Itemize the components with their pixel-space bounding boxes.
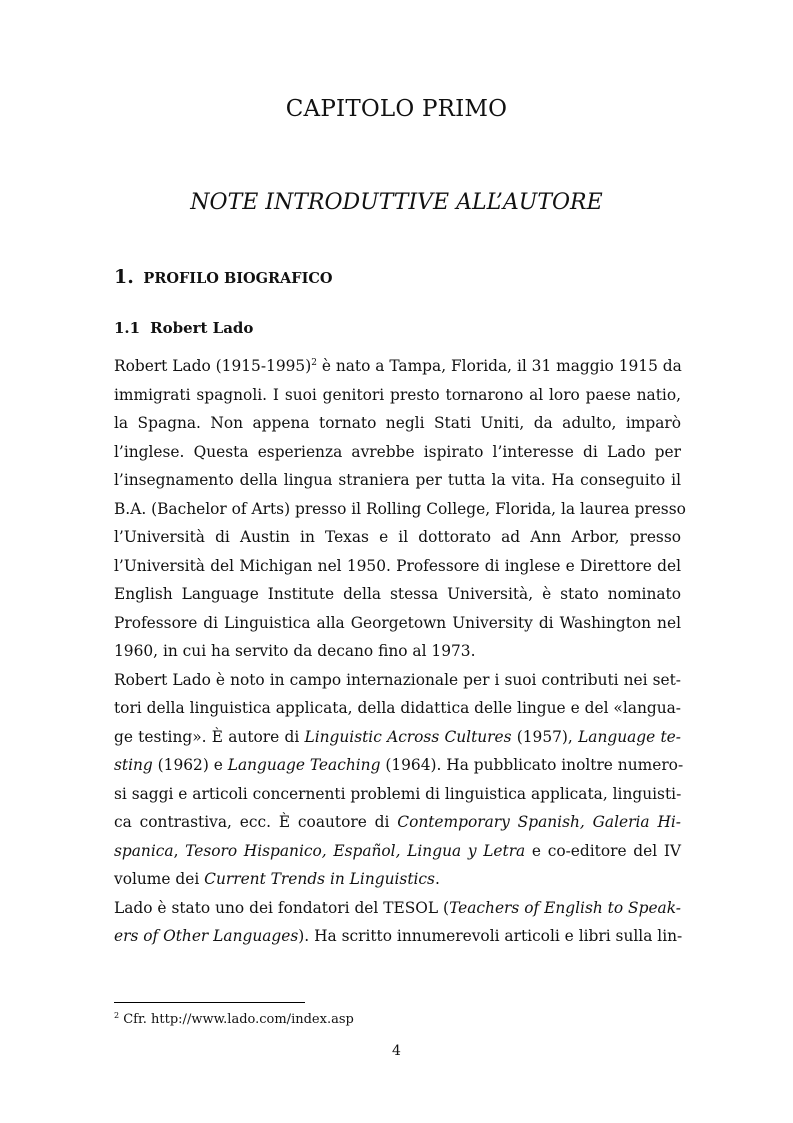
text-line: immigrati spagnoli. I suoi genitori presto tornarono al loro paese natio, [114, 385, 681, 404]
section-title: PROFILO BIOGRAFICO [143, 270, 333, 287]
book-title: Language Teaching [227, 756, 381, 774]
text-run: volume dei [114, 870, 205, 888]
text-run: è nato a Tampa, Florida, il 31 maggio 1915 da [316, 357, 682, 375]
book-title: Language te- [578, 727, 681, 746]
section-heading [114, 266, 333, 288]
chapter-subtitle: NOTE INTRODUTTIVE ALL’AUTORE [190, 190, 603, 215]
text-line: 1960, in cui ha servito da decano fino al 1973. [114, 642, 476, 660]
text-run: . [434, 870, 440, 888]
text-line [114, 837, 681, 866]
text-run: Lado è stato uno dei fondatori del TESOL ( [114, 898, 450, 917]
text-line: Professore di Linguistica alla Georgetown University di Washington nel [114, 613, 681, 632]
text-run: , [173, 841, 186, 860]
text-line [114, 922, 681, 951]
text-run: ). Ha scritto innumerevoli articoli e libri sulla lin- [298, 927, 683, 945]
chapter-title: CAPITOLO PRIMO [285, 96, 508, 122]
text-line [114, 865, 681, 894]
text-line [114, 894, 681, 923]
text-line: l’Università di Austin in Texas e il dottorato ad Ann Arbor, presso [114, 528, 681, 546]
subsection-heading [114, 319, 253, 337]
text-line: tori della linguistica applicata, della didattica delle lingue e del «langua- [114, 699, 681, 717]
book-title: Contemporary Spanish, Galeria Hi- [397, 813, 681, 831]
text-line [114, 723, 681, 752]
book-title: Tesoro Hispanico, Español, Lingua y Letra [185, 841, 526, 860]
footnote-divider [114, 1002, 305, 1003]
book-title: Linguistic Across Cultures [304, 727, 512, 746]
body-text [114, 352, 686, 951]
text-line: B.A. (Bachelor of Arts) presso il Rolling College, Florida, la laurea presso [114, 499, 686, 518]
page-number: 4 [392, 1043, 401, 1059]
text-run: (1962) e [152, 756, 228, 774]
text-run: (1957), [511, 727, 579, 746]
text-run: Robert Lado (1915-1995) [114, 357, 312, 375]
text-line: Robert Lado è noto in campo internazionale per i suoi contributi nei set- [114, 670, 681, 689]
text-line [114, 808, 681, 837]
text-line: la Spagna. Non appena tornato negli Stati Uniti, da adulto, imparò [114, 414, 681, 432]
text-line: si saggi e articoli concernenti problemi di linguistica applicata, linguisti- [114, 784, 682, 803]
text-line: English Language Institute della stessa Università, è stato nominato [114, 585, 681, 603]
organization-name: ers of Other Languages [114, 927, 299, 945]
book-title: Current Trends in Linguistics [204, 870, 435, 888]
text-run: ge testing». È autore di [114, 727, 305, 746]
text-run: (1964). Ha pubblicato inoltre numero- [380, 756, 684, 774]
organization-name: Teachers of English to Speak- [449, 898, 681, 917]
text-line: l’insegnamento della lingua straniera per tutta la vita. Ha conseguito il [114, 471, 681, 489]
text-run: e co-editore del IV [525, 841, 682, 860]
footnote-text: Cfr. http://www.lado.com/index.asp [119, 1012, 354, 1027]
text-line: l’inglese. Questa esperienza avrebbe ispirato l’interesse di Lado per [114, 442, 681, 461]
section-number: 1. [114, 266, 134, 288]
text-line [114, 352, 681, 381]
footnote [114, 1012, 354, 1027]
text-line: l’Università del Michigan nel 1950. Professore di inglese e Direttore del [114, 556, 681, 575]
book-title: spanica [114, 841, 174, 860]
footnote-ref: 2 [311, 358, 317, 368]
footnote-marker: 2 [114, 1011, 120, 1020]
book-title: sting [114, 756, 153, 774]
subsection-number: 1.1 [114, 319, 141, 337]
text-run: ca contrastiva, ecc. È coautore di [114, 813, 398, 831]
subsection-title: Robert Lado [150, 319, 254, 337]
text-line [114, 751, 684, 780]
